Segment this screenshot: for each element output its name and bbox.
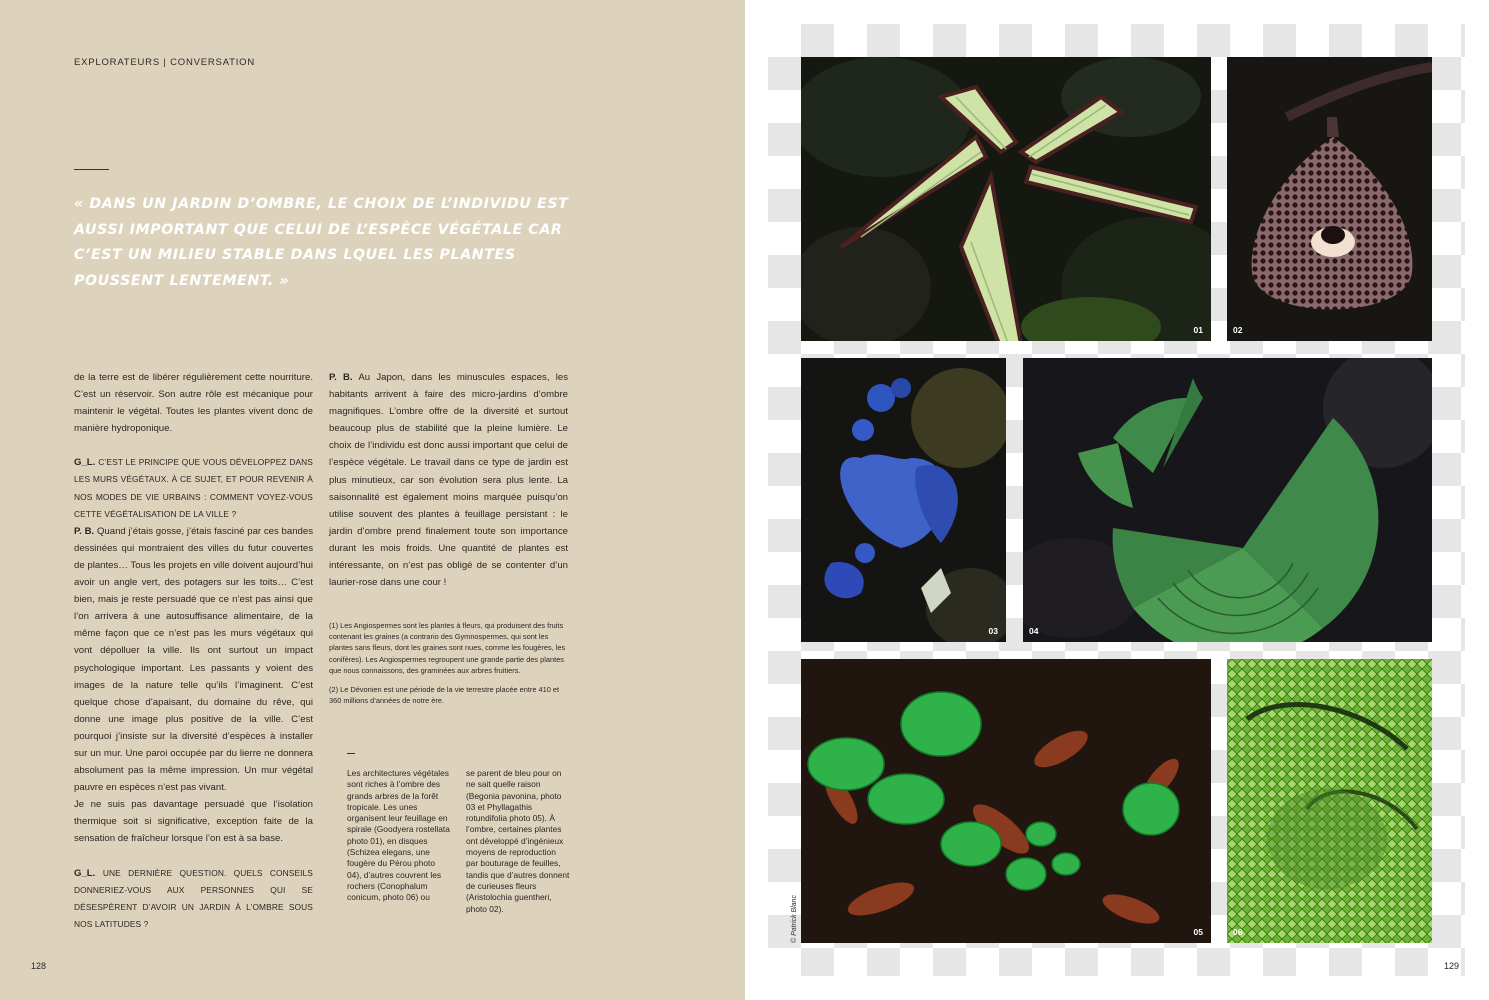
photo-02-aristolochia [1227,57,1432,341]
photo-01-image [801,57,1211,341]
page-number-left: 128 [31,961,47,971]
photo-caption-part-2: se parent de bleu pour on ne sait quelle raison (Begonia pavonina, photo 03 et Phyllagathis rotundifolia photo 05). À l’ombre, certaines plantes ont développé d’ingénieux moyens de reproduction par bouturage de feuilles, tandis que d’autres donnent de curieuses fleurs (Aristolochia guentheri, photo 02). [466,768,570,914]
footnote-2: (2) Le Dévonien est une période de la vie terrestre placée entre 410 et 360 millions d’années de notre ère. [329,685,560,706]
photo-03-begonia [801,358,1006,642]
speaker-tag: G_L. [74,867,96,879]
answer-text: Quand j’étais gosse, j’étais fasciné par ces bandes dessinées qui montraient des villes du futur couvertes de plantes… Tous les projets en ville doivent aujourd’hui avoir un angle vert, des potagers sur les toits… C’est bien, mais je reste persuadé que ce n’est pas ainsi que l’on arrivera à une autosuffisance alimentaire, de la même façon que ce n’est pas les murs végétaux qui vont dépolluer la ville. Ils ont surtout un impact psychologique important. Les passants y voient des images de la nature telle qu’ils l’imaginent. C’est quelque chose d’apaisant, du domaine du rêve, qui donne une image plus positive de la ville. C’est pourquoi j’insiste sur la diversité d’espèces à installer sur un mur. Une paroi occupée par du lierre ne donnera absolument pas la même impression. Un mur végétal pauvre en espèces n’est pas vivant. [74,525,314,794]
photo-number: 02 [1233,325,1243,335]
photo-06-conophalum [1227,659,1432,943]
photo-credit: © Patrick Blanc [791,895,798,943]
question-paragraph [74,865,313,933]
text-column-1 [74,369,313,933]
photo-number: 03 [988,626,998,636]
photo-04-schizea [1023,358,1432,642]
footnote-1: (1) Les Angiospermes sont les plantes à fleurs, qui produisent des fruits contenant les graines (a contrario des Gymnospermes, qui sont les plantes sans fleurs, dont les graines sont nues, comme les fougères, les conifères). Les Angiospermes regroupent une grande partie des plantes que nous connaissons, des graminées aux arbres fruitiers. [329,621,566,675]
photo-number: 06 [1233,927,1243,937]
section-header: EXPLORATEURS | CONVERSATION [74,57,256,68]
speaker-tag: G_L. [74,457,96,469]
photo-number: 04 [1029,626,1039,636]
photo-01-goodyera [801,57,1211,341]
photo-number: 01 [1193,325,1203,335]
page-number-right: 129 [1444,961,1460,971]
photo-02-image [1227,57,1432,341]
answer-paragraph [329,369,568,591]
paragraph: de la terre est de libérer régulièrement cette nourriture. C’est un réservoir. Son autre rôle est mécanique pour maintenir le végétal. Toutes les plantes vivent donc de manière hydroponique. [74,372,313,435]
photo-06-image [1227,659,1432,943]
photo-number: 05 [1193,927,1203,937]
question-text: UNE DERNIÈRE QUESTION. QUELS CONSEILS DONNERIEZ-VOUS AUX PERSONNES QUI SE DÉSESPÈRENT D’AVOIR UN JARDIN À L’OMBRE SOUS NOS LATITUDES ? [74,867,313,929]
photo-05-image [801,659,1211,943]
question-text: C’EST LE PRINCIPE QUE VOUS DÉVELOPPEZ DANS LES MURS VÉGÉTAUX. À CE SUJET, ET POUR REVENIR À NOS MODES DE VIE URBAINS : COMMENT VOYEZ-VOUS CETTE VÉGÉTALISATION DE LA VILLE ? [74,457,313,519]
caption-dash [347,753,355,754]
pull-quote: « DANS UN JARDIN D’OMBRE, LE CHOIX DE L’INDIVIDU EST AUSSI IMPORTANT QUE CELUI DE L’ESPÈCE VÉGÉTALE CAR C’EST UN MILIEU STABLE DANS LQUEL LES PLANTES POUSSENT LENTEMENT. » [74,196,569,289]
question-paragraph [74,454,313,522]
answer-paragraph [74,523,313,797]
photo-caption-part-1: Les architectures végétales sont riches à l’ombre des grands arbres de la forêt tropicale. Les unes organisent leur feuillage en spirale (Goodyera rostellata photo 01), en disques (Schizea elegans, une fougère du Pérou photo 04), d’autres couvrent les rochers (Conophalum conicum, photo 06) ou [347,768,450,903]
footnotes [329,620,568,714]
speaker-tag: P. B. [329,372,353,383]
quote-rule [74,169,109,170]
text-column-2 [329,369,568,591]
speaker-tag: P. B. [74,525,95,537]
photo-04-image [1023,358,1432,642]
photo-03-image [801,358,1006,642]
answer-text: Au Japon, dans les minuscules espaces, les habitants arrivent à faire des micro-jardins d’ombre magnifiques. L’ombre offre de la diversité et surtout beaucoup plus de stabilité que la pleine lumière. Le choix de l’individu est donc aussi important que celui de l’espèce végétale. Le travail dans ce type de jardin est plus minutieux, car son évolution sera plus lente. La saisonnalité est également moins marquée puisqu’on utilise souvent des plantes à feuillage persistant : le jardin d’ombre prend finalement toute son importance durant les mois froids. Une quantité de plantes est intéressante, on n’est pas obligé de se contenter d’un laurier-rose dans une cour ! [329,372,568,589]
paragraph: Je ne suis pas davantage persuadé que l’isolation thermique soit si significative, exception faite de la sensation de fraîcheur lorsque l’on est à sa base. [74,799,313,845]
photo-05-phyllagathis [801,659,1211,943]
